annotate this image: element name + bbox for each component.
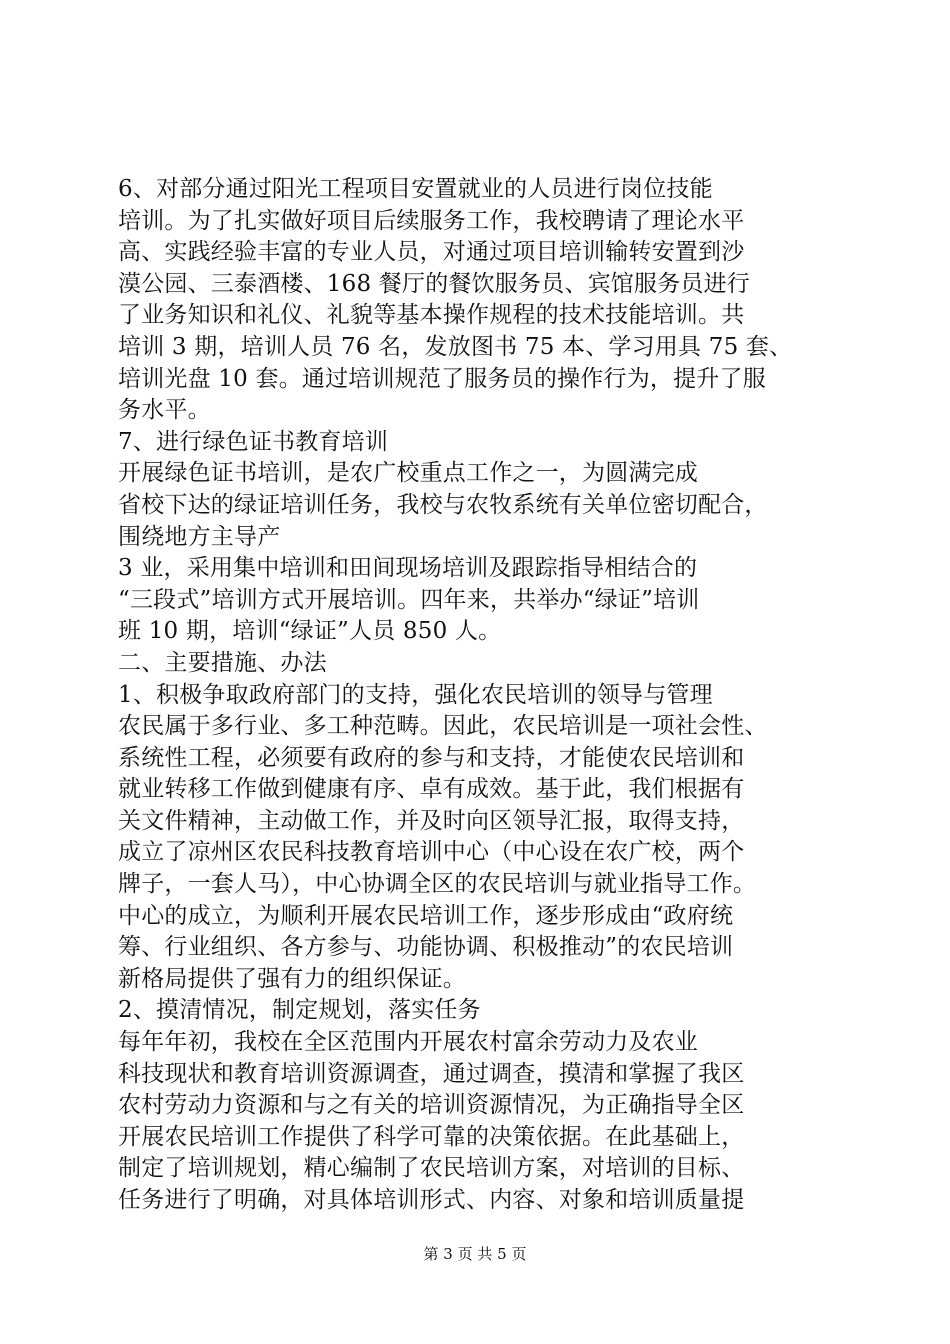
text-line: 培训光盘 10 套。通过培训规范了服务员的操作行为，提升了服 bbox=[118, 365, 766, 392]
text-line: 成立了凉州区农民科技教育培训中心（中心设在农广校，两个 bbox=[118, 839, 745, 866]
text-line: 科技现状和教育培训资源调查，通过调查，摸清和掌握了我区 bbox=[118, 1060, 745, 1087]
text-line: 牌子，一套人马），中心协调全区的农民培训与就业指导工作。 bbox=[118, 871, 757, 898]
text-line: 漠公园、三泰酒楼、168 餐厅的餐饮服务员、宾馆服务员进行 bbox=[118, 270, 751, 297]
text-line: 3 业，采用集中培训和田间现场培训及跟踪指导相结合的 bbox=[118, 555, 698, 582]
text-line: 中心的成立，为顺利开展农民培训工作，逐步形成由“政府统 bbox=[118, 902, 734, 929]
text-line: 开展农民培训工作提供了科学可靠的决策依据。在此基础上， bbox=[118, 1123, 745, 1150]
text-line: 每年年初，我校在全区范围内开展农村富余劳动力及农业 bbox=[118, 1029, 698, 1056]
text-line: 6、对部分通过阳光工程项目安置就业的人员进行岗位技能 bbox=[118, 176, 713, 202]
text-line: 新格局提供了强有力的组织保证。 bbox=[118, 965, 466, 992]
text-line: 就业转移工作做到健康有序、卓有成效。基于此，我们根据有 bbox=[118, 776, 745, 803]
section-heading: 2、摸清情况，制定规划，落实任务 bbox=[118, 997, 481, 1024]
section-heading: 7、进行绿色证书教育培训 bbox=[118, 428, 389, 455]
page-number: 第 3 页 共 5 页 bbox=[423, 1245, 527, 1263]
text-line: 培训。为了扎实做好项目后续服务工作，我校聘请了理论水平 bbox=[118, 207, 745, 234]
document-body bbox=[118, 174, 834, 1217]
text-line: 任务进行了明确，对具体培训形式、内容、对象和培训质量提 bbox=[118, 1187, 745, 1213]
section-heading: 1、积极争取政府部门的支持，强化农民培训的领导与管理 bbox=[118, 681, 713, 708]
text-line: 省校下达的绿证培训任务，我校与农牧系统有关单位密切配合， bbox=[118, 491, 768, 518]
text-line: 围绕地方主导产 bbox=[118, 523, 281, 550]
text-line: 高、实践经验丰富的专业人员，对通过项目培训输转安置到沙 bbox=[118, 239, 745, 266]
text-line: “三段式”培训方式开展培训。四年来，共举办“绿证”培训 bbox=[118, 586, 700, 613]
text-line: 了业务知识和礼仪、礼貌等基本操作规程的技术技能培训。共 bbox=[118, 302, 745, 329]
text-line: 关文件精神，主动做工作，并及时向区领导汇报，取得支持， bbox=[118, 807, 745, 834]
text-line: 班 10 期，培训“绿证”人员 850 人。 bbox=[118, 618, 502, 645]
text-line: 系统性工程，必须要有政府的参与和支持，才能使农民培训和 bbox=[118, 744, 745, 771]
text-line: 农村劳动力资源和与之有关的培训资源情况，为正确指导全区 bbox=[118, 1092, 745, 1119]
text-line: 开展绿色证书培训，是农广校重点工作之一，为圆满完成 bbox=[118, 460, 698, 487]
text-line: 务水平。 bbox=[118, 397, 211, 424]
text-line: 培训 3 期，培训人员 76 名，发放图书 75 本、学习用具 75 套、 bbox=[118, 333, 793, 360]
text-line: 制定了培训规划，精心编制了农民培训方案，对培训的目标、 bbox=[118, 1155, 745, 1182]
text-line: 筹、行业组织、各方参与、功能协调、积极推动”的农民培训 bbox=[118, 934, 734, 961]
text-line: 农民属于多行业、多工种范畴。因此，农民培训是一项社会性、 bbox=[118, 713, 768, 740]
section-heading: 二、主要措施、办法 bbox=[118, 649, 327, 676]
